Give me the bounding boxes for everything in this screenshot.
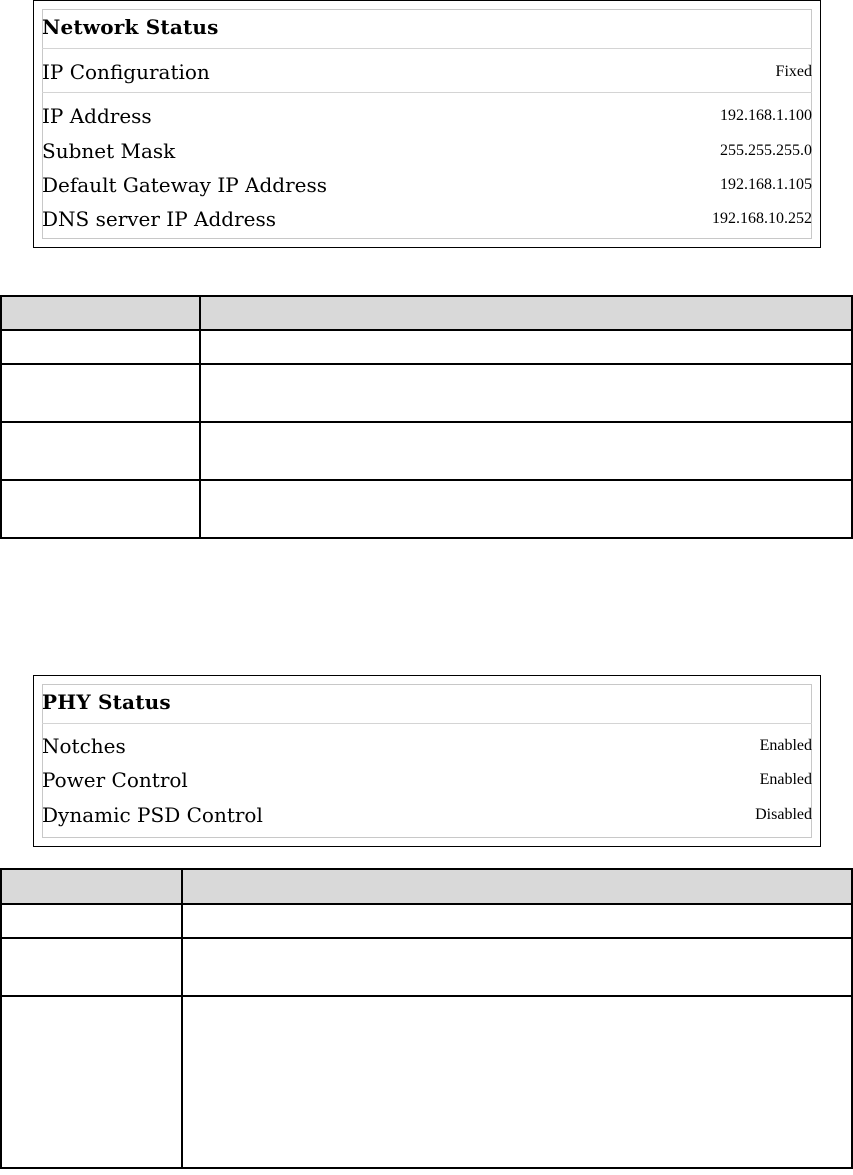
row-label: Dynamic PSD Control xyxy=(42,803,263,827)
row-value: 192.168.1.105 xyxy=(720,176,812,193)
row-label: DNS server IP Address xyxy=(42,207,276,231)
row-label: Power Control xyxy=(42,768,188,792)
table-row xyxy=(1,480,852,538)
table-cell xyxy=(1,904,182,938)
table-row xyxy=(1,422,852,480)
table-row xyxy=(1,904,852,938)
table-cell xyxy=(200,330,852,364)
table-header-row xyxy=(1,296,852,330)
row-value: 192.168.1.100 xyxy=(720,107,812,124)
table-row xyxy=(1,996,852,1168)
row-label: IP Address xyxy=(42,104,152,128)
table-cell xyxy=(182,996,852,1168)
row-value: 192.168.10.252 xyxy=(712,210,812,227)
status-row-ip-configuration xyxy=(42,58,812,86)
status-row-notches xyxy=(42,732,812,760)
network-description-table xyxy=(0,295,853,539)
status-row-dynamic-psd-control xyxy=(42,801,812,829)
phy-status-title: PHY Status xyxy=(42,690,171,714)
table-cell xyxy=(1,422,200,480)
table-row xyxy=(1,330,852,364)
phy-status-panel xyxy=(33,675,821,847)
table-cell xyxy=(1,330,200,364)
network-status-panel xyxy=(33,0,821,248)
status-row-subnet-mask xyxy=(42,137,812,165)
table-row xyxy=(1,364,852,422)
table-header-cell xyxy=(1,296,200,330)
row-label: Notches xyxy=(42,734,126,758)
table-cell xyxy=(200,422,852,480)
table-cell xyxy=(1,480,200,538)
row-value: 255.255.255.0 xyxy=(720,142,812,159)
status-row-default-gateway xyxy=(42,171,812,199)
row-value: Fixed xyxy=(775,63,812,80)
table-header-row xyxy=(1,869,852,904)
row-label: Default Gateway IP Address xyxy=(42,173,328,197)
table-header-cell xyxy=(1,869,182,904)
status-row-dns-server xyxy=(42,205,812,233)
divider xyxy=(42,723,812,724)
row-value: Disabled xyxy=(755,806,812,823)
row-value: Enabled xyxy=(759,771,812,788)
network-status-title: Network Status xyxy=(42,15,219,39)
table-header-cell xyxy=(182,869,852,904)
table-cell xyxy=(1,996,182,1168)
phy-description-table xyxy=(0,868,853,1169)
status-row-power-control xyxy=(42,766,812,794)
table-row xyxy=(1,938,852,996)
row-label: Subnet Mask xyxy=(42,139,176,163)
status-row-ip-address xyxy=(42,102,812,130)
row-label: IP Configuration xyxy=(42,60,210,84)
divider xyxy=(42,92,812,93)
table-header-cell xyxy=(200,296,852,330)
table-cell xyxy=(200,480,852,538)
table-cell xyxy=(1,364,200,422)
table-cell xyxy=(200,364,852,422)
table-cell xyxy=(1,938,182,996)
divider xyxy=(42,48,812,49)
table-cell xyxy=(182,938,852,996)
table-cell xyxy=(182,904,852,938)
row-value: Enabled xyxy=(759,737,812,754)
